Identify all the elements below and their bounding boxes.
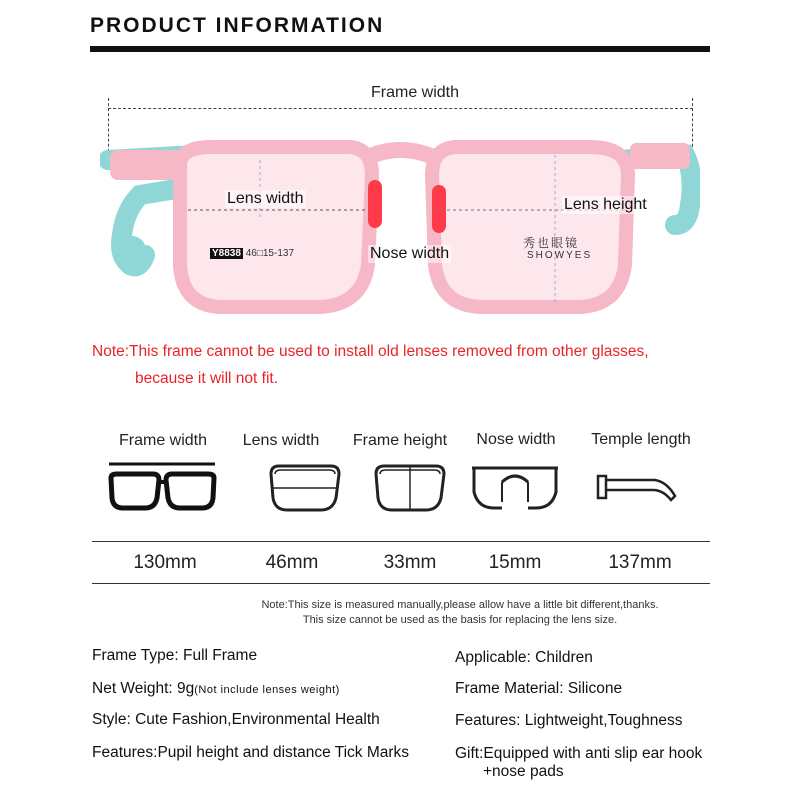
- section-title: PRODUCT INFORMATION: [90, 14, 385, 37]
- fit-warning-line1: Note:This frame cannot be used to install old lenses removed from other glasses,: [92, 343, 649, 360]
- spec-net-weight-value: Net Weight: 9g: [92, 680, 195, 697]
- spec-gift: [455, 745, 702, 781]
- glasses-product-photo: [100, 115, 700, 315]
- values-top-rule: [92, 541, 710, 542]
- temple-model: Y8838: [212, 248, 241, 259]
- lens-height-label: Lens height: [564, 196, 647, 213]
- label-frame-height: Frame height: [352, 432, 448, 449]
- title-underline: [90, 46, 710, 52]
- frame-height-icon: [370, 462, 450, 517]
- label-nose-width: Nose width: [476, 431, 556, 448]
- frame-width-label: Frame width: [370, 84, 460, 101]
- spec-style: Style: Cute Fashion,Environmental Health: [92, 711, 380, 728]
- spec-applicable: Applicable: Children: [455, 649, 593, 666]
- value-frame-width: 130mm: [133, 552, 197, 573]
- frame-width-dimension-line: [108, 108, 693, 109]
- measurement-note-line1: Note:This size is measured manually,please allow have a little bit different,thanks.: [261, 599, 659, 611]
- nose-width-label: Nose width: [370, 245, 450, 262]
- temple-marking: [210, 248, 294, 259]
- spec-frame-type: Frame Type: Full Frame: [92, 647, 258, 664]
- spec-features-left: Features:Pupil height and distance Tick Marks: [92, 744, 410, 761]
- spec-features-right: Features: Lightweight,Toughness: [455, 712, 683, 729]
- label-temple-length: Temple length: [591, 431, 691, 448]
- nose-width-icon: [470, 462, 560, 517]
- values-bottom-rule: [92, 583, 710, 584]
- temple-size: 46□15-137: [245, 248, 295, 259]
- value-temple-length: 137mm: [608, 552, 672, 573]
- value-frame-height: 33mm: [383, 552, 437, 573]
- fit-warning-note: [92, 338, 732, 392]
- brand-cn: 秀也眼镜: [523, 236, 580, 250]
- lens-width-label: Lens width: [227, 190, 304, 207]
- spec-gift-line2: +nose pads: [483, 763, 564, 780]
- brand-en: SHOWYES: [527, 250, 593, 261]
- measurement-note-line2: This size cannot be used as the basis for replacing the lens size.: [302, 614, 618, 626]
- frame-width-icon: [105, 460, 220, 520]
- label-frame-width: Frame width: [118, 432, 208, 449]
- value-nose-width: 15mm: [488, 552, 542, 573]
- label-lens-width: Lens width: [242, 432, 320, 449]
- value-lens-width: 46mm: [265, 552, 319, 573]
- spec-net-weight-note: (Not include lenses weight): [194, 684, 340, 696]
- spec-frame-material: Frame Material: Silicone: [455, 680, 623, 697]
- spec-net-weight: [92, 680, 340, 698]
- spec-gift-line1: Gift:Equipped with anti slip ear hook: [455, 745, 703, 762]
- fit-warning-line2: because it will not fit.: [135, 370, 279, 387]
- measurement-note: [200, 598, 720, 628]
- lens-width-icon: [265, 462, 345, 517]
- temple-length-icon: [595, 470, 680, 510]
